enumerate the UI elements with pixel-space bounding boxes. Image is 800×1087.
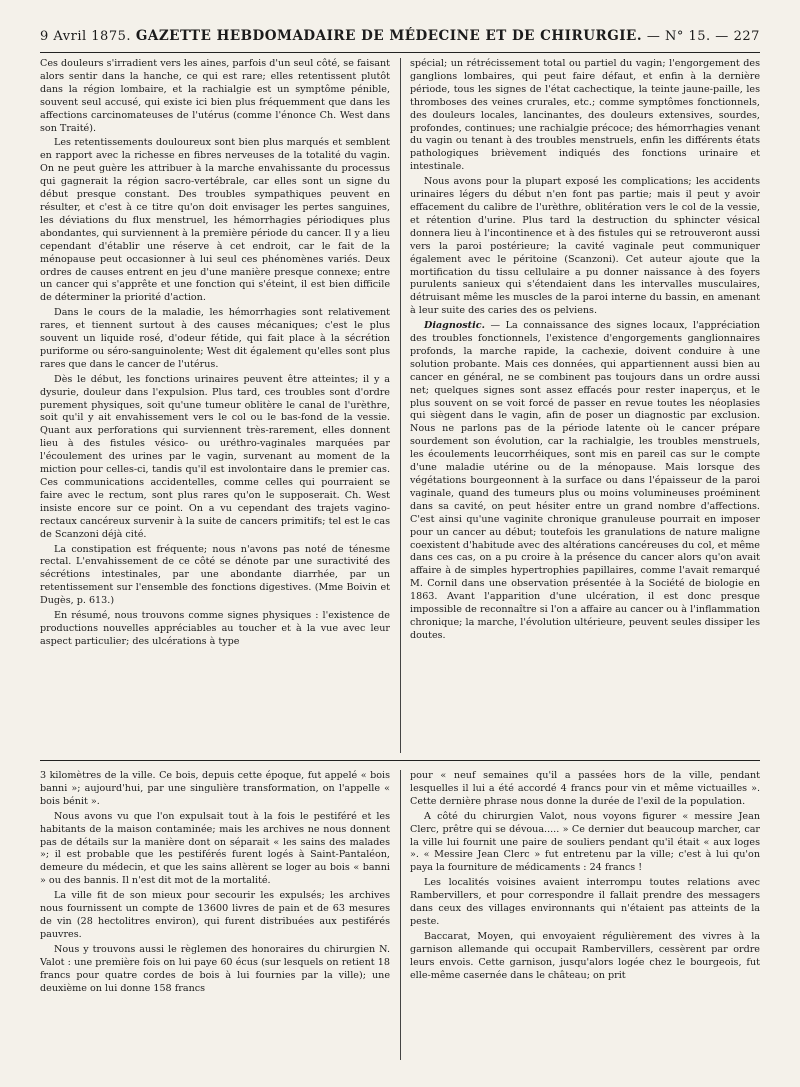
paragraph: Ces douleurs s'irradient vers les aines, parfois d'un seul côté, se faisant alors sentir dans la hanche, ce qui est rare; elles retentissent plutôt dans la région lombaire, et la rachialgie est un symptôme pénible, souvent seul accusé, qui existe ici bien plus fréquemment que dans les affections carcinomateuses de l'utérus (comme l'énonce Ch. West dans son Traité). (40, 58, 390, 134)
top-right-column (410, 58, 760, 753)
paragraph: Dans le cours de la maladie, les hémorrhagies sont relativement rares, et tiennent surtout à des causes mécaniques; c'est le plus souvent un liquide rosé, d'odeur fétide, qui fait place à la sécrétion puriforme ou séro-sanguinolente; West dit également qu'elles sont plus rares que dans le cancer de l'utérus. (40, 307, 390, 370)
paragraph: Nous avons vu que l'on expulsait tout à la fois le pestiféré et les habitants de la maison contaminée; mais les archives ne nous donnent pas de détails sur la manière dont on séparait « les sains des malades »; il est probable que les pestiférés furent logés à Saint-Pantaléon, demeure du médecin, et que les sains allèrent se loger au bois « banni » ou des bannis. Il n'est dit mot de la mortalité. (40, 810, 390, 887)
diagnostic-paragraph (410, 320, 760, 643)
section-separator (40, 760, 760, 761)
paragraph: En résumé, nous trouvons comme signes physiques : l'existence de productions nouvelles appréciables au toucher et à la vue avec leur aspect particulier; des ulcérations à type (40, 610, 390, 647)
paragraph: A côté du chirurgien Valot, nous voyons figurer « messire Jean Clerc, prêtre qui se dévoua..... » Ce dernier dut beaucoup marcher, car la ville lui fournit une paire de souliers pendant qu'il était « aux loges ». « Messire Jean Clerc » fut entretenu par la ville; c'est à lui qu'on paya la fourniture de médicaments : 24 francs ! (410, 810, 760, 874)
paragraph: La constipation est fréquente; nous n'avons pas noté de ténesme rectal. L'envahissement de ce côté se dénote par une suractivité des sécrétions intestinales, par une abondante diarrhée, par un retentissement sur l'ensemble des fonctions digestives. (Mme Boivin et Dugès, p. 613.) (40, 543, 390, 607)
paragraph: Baccarat, Moyen, qui envoyaient régulièrement des vivres à la garnison allemande qui occupait Rambervillers, cessèrent par ordre leurs envois. Cette garnison, jusqu'alors logée chez le bourgeois, fut elle-même casernée dans le château; on prit (410, 930, 760, 981)
paragraph: Dès le début, les fonctions urinaires peuvent être atteintes; il y a dysurie, douleur dans l'expulsion. Plus tard, ces troubles sont d'ordre purement physiques, soit qu'une tumeur oblitère le canal de l'urèthre, soit qu'il y ait envahissement vers le col ou le bas-fond de la vessie. Quant aux perforations qui surviennent très-rarement, elles donnent lieu à des fistules vésico- ou uréthro-vaginales marquées par l'écoulement des urines par le vagin, survenant au moment de la miction pour celles-ci, tandis qu'il est involontaire dans le premier cas. Ces communications accidentelles, comme celles qui pourraient se faire avec le rectum, sont plus rares qu'on le supposerait. Ch. West insiste encore sur ce point. On a vu cependant des trajets vagino-rectaux cancéreux survenir à la suite de cancers primitifs; tel est le cas de Scanzoni déjà cité. (40, 373, 390, 540)
paragraph: Nous avons pour la plupart exposé les complications; les accidents urinaires légers du début n'en font pas partie; mais il peut y avoir effacement du calibre de l'urèthre, oblitération vers le col de la vessie, et rétention d'urine. Plus tard la destruction du sphincter vésical donnera lieu à l'incontinence et à des fistules qui se retrouveront aussi vers la paroi postérieure; la cavité vaginale peut communiquer également avec le péritoine (Scanzoni). Cet auteur ajoute que la mortification du tissu cellulaire a pu donner naissance à des foyers purulents sanieux qui s'étendaient dans les intervalles musculaires, détruisant même les muscles de la paroi interne du bassin, en amenant à leur suite des caries des os pelviens. (410, 176, 760, 317)
top-left-column (40, 58, 390, 753)
issue-number: — N° 15. — (646, 29, 729, 44)
diagnostic-text: — La connaissance des signes locaux, l'appréciation des troubles fonctionnels, l'existence d'engorgements ganglionnaires profonds, la marche rapide, la cachexie, doivent conduire à une solution probante. Mais ces données, qui appartiennent aussi bien au cancer en général, ne se combinent pas toujours dans un ordre aussi net; quelques signes sont assez effacés pour rester inaperçus, et le plus souvent on se voit forcé de passer en revue toutes les néoplasies qui siègent dans le vagin, afin de poser un diagnostic par exclusion. Nous ne parlons pas de la période latente où le cancer prépare sourdement son évolution, car la rachialgie, les troubles menstruels, les écoulements leucorrhéiques, sont mis en pareil cas sur le compte d'une maladie utérine ou de la ménopause. Mais lorsque des végétations bourgeonnent à la surface ou dans l'épaisseur de la paroi vaginale, quand des tumeurs plus ou moins volumineuses proéminent dans sa cavité, on peut hésiter entre un grand nombre d'affections. C'est ainsi qu'une vaginite chronique granuleuse pourrait en imposer pour un cancer au début; toutefois les granulations de nature maligne coexistent d'habitude avec des altérations cancéreuses du col, et même dans ces cas, on a pu croire à la présence du cancer alors qu'on avait affaire à de simples hypertrophies papillaires, comme l'avait remarqué M. Cornil dans une observation présentée à la Société de biologie en 1863. Avant l'apparition d'une ulcération, il est donc presque impossible de reconnaître si l'on a affaire au cancer ou à l'inflammation chronique; la marche, l'évolution ultérieure, peuvent seules dissiper les doutes. (410, 320, 760, 641)
running-header (40, 28, 760, 53)
page-number: 227 (733, 29, 760, 44)
paragraph: Nous y trouvons aussi le règlemen des honoraires du chirurgien N. Valot : une première fois on lui paye 60 écus (sur lesquels on retient 18 francs pour quatre cordes de bois à lui fournies par la ville); une deuxième on lui donne 158 francs (40, 943, 390, 994)
paragraph: La ville fit de son mieux pour secourir les expulsés; les archives nous fournissent un compte de 13600 livres de pain et de 63 mesures de vin (28 hectolitres environ), qui furent distribuées aux pestiférés pauvres. (40, 890, 390, 940)
paragraph: 3 kilomètres de la ville. Ce bois, depuis cette époque, fut appelé « bois banni »; aujourd'hui, par une singulière transformation, on l'appelle « bois bénit ». (40, 770, 390, 807)
bottom-left-column (40, 770, 390, 1060)
paragraph: spécial; un rétrécissement total ou partiel du vagin; l'engorgement des ganglions lombaires, qui peut faire défaut, et enfin à la dernière période, tous les signes de l'état cachectique, la teinte jaune-paille, les thromboses des veines crurales, etc.; comme symptômes fonctionnels, des douleurs locales, lancinantes, des douleurs extensives, sourdes, profondes, continues; une rachialgie précoce; des hémorrhagies venant du vagin ou tenant à des troubles menstruels, enfin les différents états pathologiques brièvement indiqués des fonctions urinaire et intestinale. (410, 58, 760, 173)
paragraph: Les localités voisines avaient interrompu toutes relations avec Rambervillers, et pour correspondre il fallait prendre des messagers dans ceux des villages environnants qui n'étaient pas atteints de la peste. (410, 877, 760, 927)
journal-title: GAZETTE HEBDOMADAIRE DE MÉDECINE ET DE CHIRURGIE. (135, 28, 643, 44)
issue-date: 9 Avril 1875. (40, 29, 131, 44)
paragraph: Les retentissements douloureux sont bien plus marqués et semblent en rapport avec la richesse en fibres nerveuses de la totalité du vagin. On ne peut guère les attribuer à la marche envahissante du processus qui gagnerait la région sacro-vertébrale, car elles sont un signe du début presque constant. Des troubles sympathiques peuvent en résulter, et c'est à ce titre qu'on doit envisager les pertes sanguines, les déviations du flux menstruel, les hémorrhagies périodiques plus abondantes, qui surviennent à la première période du cancer. Il y a lieu cependant d'établir une réserve à cet endroit, car le fait de la ménopause peut occasionner à lui seul ces phénomènes variés. Deux ordres de causes entrent en jeu d'une manière presque connexe; entre un cancer qui s'apprête et une fonction qui s'éteint, il est bien difficile de déterminer la priorité d'action. (40, 137, 390, 304)
column-divider (400, 770, 401, 1060)
paragraph: pour « neuf semaines qu'il a passées hors de la ville, pendant lesquelles il lui a été accordé 4 francs pour vin et même victuailles ». Cette dernière phrase nous donne la durée de l'exil de la population. (410, 770, 760, 807)
section-heading: Diagnostic. (424, 320, 485, 332)
bottom-right-column (410, 770, 760, 1060)
column-divider (400, 58, 401, 753)
